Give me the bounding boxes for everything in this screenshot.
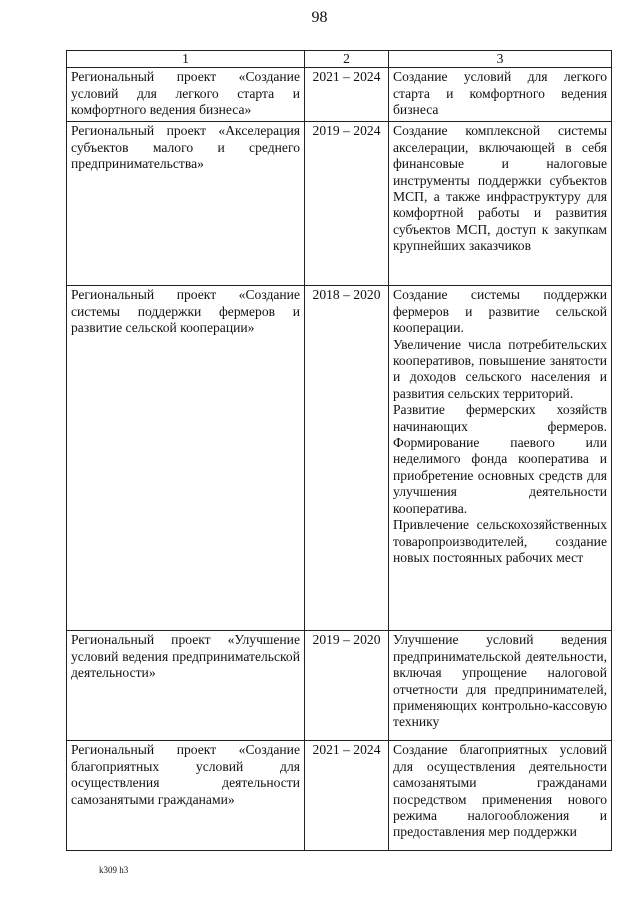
project-name-cell: Региональный проект «Создание условий для легкого старта и комфортного ведения бизнеса» [67,68,305,122]
table-row [67,122,612,286]
description-cell [389,741,612,851]
description-paragraph: Привлечение сельскохозяйственных товаропроизводителей, создание новых постоянных рабочих мест [393,517,607,565]
description-paragraph: Развитие фермерских хозяйств начинающих фермеров. Формирование паевого или неделимого фонда кооператива и приобретение основных средств для улучшения деятельности кооператива. [393,402,607,516]
programs-table [66,50,612,851]
table-row [67,741,612,851]
project-name-cell: Региональный проект «Создание благоприятных условий для осуществления деятельности самозанятыми гражданами» [67,741,305,851]
table-row [67,68,612,122]
column-header-3: 3 [389,51,612,68]
description-paragraph: Улучшение условий ведения предпринимательской деятельности, включая упрощение налоговой отчетности для предпринимателей, применяющих контрольно-кассовую технику [393,632,607,730]
description-cell [389,122,612,286]
description-paragraph: Создание благоприятных условий для осуществления деятельности самозанятыми гражданами посредством применения нового режима налогообложения и предоставления мер поддержки [393,742,607,840]
project-name-cell: Региональный проект «Улучшение условий ведения предпринимательской деятельности» [67,631,305,741]
period-cell: 2019 – 2020 [305,631,389,741]
project-name-cell: Региональный проект «Акселерация субъектов малого и среднего предпринимательства» [67,122,305,286]
page-number: 98 [311,9,328,26]
period-cell: 2019 – 2024 [305,122,389,286]
period-cell: 2018 – 2020 [305,286,389,631]
period-cell: 2021 – 2024 [305,68,389,122]
footer-code: k309 h3 [99,865,129,875]
column-header-1: 1 [67,51,305,68]
description-cell [389,68,612,122]
description-cell [389,631,612,741]
table-row [67,286,612,631]
table-header-row [67,51,612,68]
description-paragraph: Создание условий для легкого старта и комфортного ведения бизнеса [393,69,607,118]
description-paragraph: Создание системы поддержки фермеров и развитие сельской кооперации. [393,287,607,336]
table-row [67,631,612,741]
description-cell [389,286,612,631]
description-paragraph: Увеличение числа потребительских кооперативов, повышение занятости и доходов сельского населения и развития сельских территорий. [393,336,607,401]
description-paragraph: Создание комплексной системы акселерации, включающей в себя финансовые и налоговые инструменты поддержки субъектов МСП, а также инфраструктуру для комфортной работы и развития субъектов МСП, доступ к закупкам крупнейших заказчиков [393,123,607,254]
column-header-2: 2 [305,51,389,68]
period-cell: 2021 – 2024 [305,741,389,851]
project-name-cell: Региональный проект «Создание системы поддержки фермеров и развитие сельской кооперации» [67,286,305,631]
